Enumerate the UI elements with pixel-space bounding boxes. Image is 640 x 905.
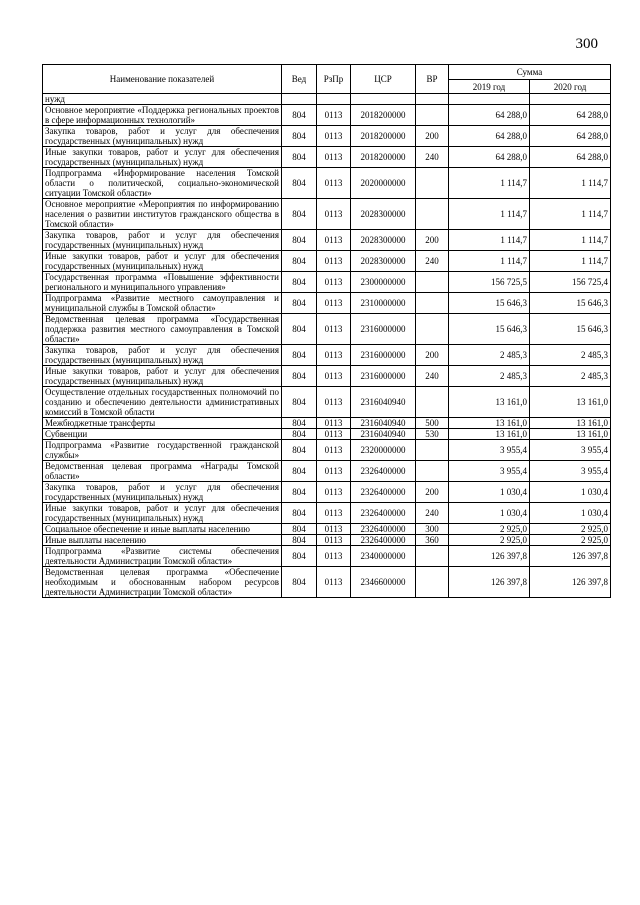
table-row [43,94,611,105]
cell-name: Подпрограмма «Развитие государственной гражданской службы» [43,440,282,461]
cell-csr: 2326400000 [351,535,416,546]
cell-2020: 3 955,4 [530,440,611,461]
cell-name: Осуществление отдельных государственных полномочий по созданию и обеспечению деятельности административных комиссий в Томской области [43,387,282,418]
table-row [43,461,611,482]
cell-name: Закупка товаров, работ и услуг для обеспечения государственных (муниципальных) нужд [43,230,282,251]
cell-vr [416,293,449,314]
cell-2020: 15 646,3 [530,314,611,345]
cell-2019: 126 397,8 [449,546,530,567]
cell-csr: 2316040940 [351,387,416,418]
cell-2020: 2 925,0 [530,524,611,535]
table-row [43,440,611,461]
cell-2020: 1 114,7 [530,230,611,251]
cell-2020: 1 030,4 [530,482,611,503]
cell-name: Подпрограмма «Развитие системы обеспечения деятельности Администрации Томской области» [43,546,282,567]
cell-2020: 1 114,7 [530,168,611,199]
cell-rzpr: 0113 [317,418,351,429]
cell-rzpr: 0113 [317,345,351,366]
cell-2019: 64 288,0 [449,105,530,126]
cell-csr: 2316000000 [351,366,416,387]
cell-csr: 2316040940 [351,418,416,429]
cell-name: Подпрограмма «Информирование населения Томской области о политической, социально-экономической ситуации Томской области» [43,168,282,199]
cell-ved: 804 [282,524,317,535]
cell-csr: 2346600000 [351,567,416,598]
cell-csr: 2316000000 [351,345,416,366]
cell-name: Иные закупки товаров, работ и услуг для обеспечения государственных (муниципальных) нужд [43,251,282,272]
cell-csr: 2028300000 [351,230,416,251]
budget-table [42,64,611,598]
cell-2019: 2 485,3 [449,366,530,387]
header-name: Наименование показателей [43,65,282,94]
cell-2019: 1 030,4 [449,503,530,524]
cell-name: Иные закупки товаров, работ и услуг для обеспечения государственных (муниципальных) нужд [43,147,282,168]
cell-2019: 2 925,0 [449,535,530,546]
cell-name: Иные закупки товаров, работ и услуг для обеспечения государственных (муниципальных) нужд [43,366,282,387]
table-row [43,230,611,251]
cell-ved [282,94,317,105]
cell-vr: 240 [416,147,449,168]
cell-vr [416,199,449,230]
cell-rzpr: 0113 [317,440,351,461]
cell-ved: 804 [282,147,317,168]
header-csr: ЦСР [351,65,416,94]
cell-rzpr: 0113 [317,461,351,482]
table-row [43,314,611,345]
cell-ved: 804 [282,293,317,314]
cell-vr [416,105,449,126]
cell-csr: 2018200000 [351,147,416,168]
cell-vr: 530 [416,429,449,440]
cell-2019: 64 288,0 [449,126,530,147]
cell-ved: 804 [282,503,317,524]
cell-vr: 240 [416,251,449,272]
header-vr: ВР [416,65,449,94]
table-row [43,168,611,199]
cell-ved: 804 [282,387,317,418]
cell-rzpr: 0113 [317,429,351,440]
cell-2020: 2 485,3 [530,345,611,366]
cell-csr: 2326400000 [351,461,416,482]
cell-2020: 64 288,0 [530,147,611,168]
table-row [43,293,611,314]
cell-2019: 13 161,0 [449,387,530,418]
cell-csr: 2326400000 [351,482,416,503]
cell-rzpr: 0113 [317,230,351,251]
cell-vr: 200 [416,230,449,251]
cell-2020: 13 161,0 [530,418,611,429]
cell-2019: 1 030,4 [449,482,530,503]
cell-csr: 2310000000 [351,293,416,314]
cell-rzpr: 0113 [317,535,351,546]
cell-rzpr: 0113 [317,387,351,418]
cell-2019: 1 114,7 [449,168,530,199]
cell-2020: 126 397,8 [530,567,611,598]
cell-csr: 2340000000 [351,546,416,567]
cell-rzpr: 0113 [317,105,351,126]
cell-2019: 64 288,0 [449,147,530,168]
cell-2019: 3 955,4 [449,440,530,461]
cell-csr: 2316000000 [351,314,416,345]
cell-ved: 804 [282,546,317,567]
cell-name: Субвенции [43,429,282,440]
cell-csr: 2326400000 [351,524,416,535]
table-row [43,546,611,567]
table-row [43,429,611,440]
cell-vr: 500 [416,418,449,429]
cell-vr [416,314,449,345]
cell-ved: 804 [282,272,317,293]
cell-2020: 64 288,0 [530,105,611,126]
cell-ved: 804 [282,199,317,230]
cell-name: Ведомственная целевая программа «Государственная поддержка развития местного самоуправления в Томской области» [43,314,282,345]
cell-rzpr: 0113 [317,126,351,147]
cell-name: Закупка товаров, работ и услуг для обеспечения государственных (муниципальных) нужд [43,345,282,366]
cell-rzpr: 0113 [317,199,351,230]
cell-2019: 2 925,0 [449,524,530,535]
cell-ved: 804 [282,535,317,546]
cell-csr: 2028300000 [351,251,416,272]
cell-ved: 804 [282,366,317,387]
cell-name: Ведомственная целевая программа «Обеспечение необходимым и обоснованным набором ресурсов деятельности Администрации Томской области» [43,567,282,598]
cell-2020: 64 288,0 [530,126,611,147]
cell-csr: 2020000000 [351,168,416,199]
cell-vr: 200 [416,482,449,503]
cell-name: нужд [43,94,282,105]
cell-name: Иные выплаты населению [43,535,282,546]
cell-ved: 804 [282,461,317,482]
cell-csr: 2028300000 [351,199,416,230]
cell-2020: 2 485,3 [530,366,611,387]
cell-2020: 156 725,4 [530,272,611,293]
table-row [43,535,611,546]
cell-name: Межбюджетные трансферты [43,418,282,429]
cell-rzpr: 0113 [317,524,351,535]
cell-name: Основное мероприятие «Поддержка региональных проектов в сфере информационных технологий» [43,105,282,126]
header-2019: 2019 год [449,80,530,94]
cell-2019: 3 955,4 [449,461,530,482]
cell-csr: 2326400000 [351,503,416,524]
cell-csr: 2316040940 [351,429,416,440]
cell-name: Закупка товаров, работ и услуг для обеспечения государственных (муниципальных) нужд [43,482,282,503]
cell-name: Государственная программа «Повышение эффективности регионального и муниципального управления» [43,272,282,293]
cell-ved: 804 [282,314,317,345]
cell-rzpr: 0113 [317,503,351,524]
cell-rzpr: 0113 [317,251,351,272]
page-number: 300 [575,36,598,52]
table-row [43,105,611,126]
cell-2020: 1 030,4 [530,503,611,524]
cell-ved: 804 [282,567,317,598]
cell-2019: 2 485,3 [449,345,530,366]
cell-csr: 2018200000 [351,105,416,126]
cell-vr [416,440,449,461]
cell-name: Подпрограмма «Развитие местного самоуправления и муниципальной службы в Томской области» [43,293,282,314]
cell-vr [416,94,449,105]
cell-rzpr: 0113 [317,567,351,598]
table-row [43,251,611,272]
cell-rzpr: 0113 [317,546,351,567]
cell-name: Социальное обеспечение и иные выплаты населению [43,524,282,535]
cell-ved: 804 [282,251,317,272]
cell-ved: 804 [282,418,317,429]
cell-2019: 15 646,3 [449,293,530,314]
cell-2020: 1 114,7 [530,199,611,230]
cell-2019: 126 397,8 [449,567,530,598]
table-row [43,418,611,429]
cell-rzpr: 0113 [317,366,351,387]
header-2020: 2020 год [530,80,611,94]
cell-rzpr: 0113 [317,293,351,314]
cell-2020: 3 955,4 [530,461,611,482]
cell-2019: 1 114,7 [449,230,530,251]
cell-ved: 804 [282,440,317,461]
cell-name: Иные закупки товаров, работ и услуг для обеспечения государственных (муниципальных) нужд [43,503,282,524]
cell-vr [416,461,449,482]
cell-2020 [530,94,611,105]
cell-name: Основное мероприятие «Мероприятия по информированию населения о развитии институтов гражданского общества в Томской области» [43,199,282,230]
cell-vr: 200 [416,126,449,147]
cell-vr [416,567,449,598]
table-body [43,94,611,598]
cell-2020: 15 646,3 [530,293,611,314]
cell-vr: 240 [416,503,449,524]
cell-ved: 804 [282,482,317,503]
header-ved: Вед [282,65,317,94]
table-row [43,524,611,535]
cell-2019: 13 161,0 [449,418,530,429]
cell-csr [351,94,416,105]
table-row [43,199,611,230]
table-row [43,272,611,293]
cell-ved: 804 [282,429,317,440]
cell-rzpr: 0113 [317,314,351,345]
table-row [43,567,611,598]
cell-rzpr: 0113 [317,272,351,293]
table-row [43,126,611,147]
cell-vr [416,272,449,293]
cell-csr: 2320000000 [351,440,416,461]
cell-2020: 1 114,7 [530,251,611,272]
cell-vr [416,387,449,418]
header-sum: Сумма [449,65,611,80]
table-row [43,345,611,366]
cell-ved: 804 [282,168,317,199]
cell-2019: 13 161,0 [449,429,530,440]
cell-ved: 804 [282,345,317,366]
cell-csr: 2018200000 [351,126,416,147]
table-row [43,147,611,168]
cell-2020: 13 161,0 [530,429,611,440]
cell-2019: 156 725,5 [449,272,530,293]
table-row [43,366,611,387]
cell-rzpr: 0113 [317,147,351,168]
cell-2019: 1 114,7 [449,199,530,230]
cell-2019 [449,94,530,105]
cell-vr: 200 [416,345,449,366]
table-row [43,387,611,418]
header-rzpr: РзПр [317,65,351,94]
cell-2020: 13 161,0 [530,387,611,418]
cell-rzpr [317,94,351,105]
cell-name: Закупка товаров, работ и услуг для обеспечения государственных (муниципальных) нужд [43,126,282,147]
cell-vr: 300 [416,524,449,535]
cell-rzpr: 0113 [317,482,351,503]
cell-2020: 2 925,0 [530,535,611,546]
cell-vr [416,168,449,199]
cell-ved: 804 [282,105,317,126]
cell-2020: 126 397,8 [530,546,611,567]
cell-vr: 240 [416,366,449,387]
cell-name: Ведомственная целевая программа «Награды Томской области» [43,461,282,482]
cell-csr: 2300000000 [351,272,416,293]
table-row [43,503,611,524]
table-row [43,482,611,503]
cell-vr [416,546,449,567]
cell-2019: 1 114,7 [449,251,530,272]
cell-ved: 804 [282,230,317,251]
cell-2019: 15 646,3 [449,314,530,345]
cell-vr: 360 [416,535,449,546]
cell-rzpr: 0113 [317,168,351,199]
cell-ved: 804 [282,126,317,147]
table-header [43,65,611,94]
